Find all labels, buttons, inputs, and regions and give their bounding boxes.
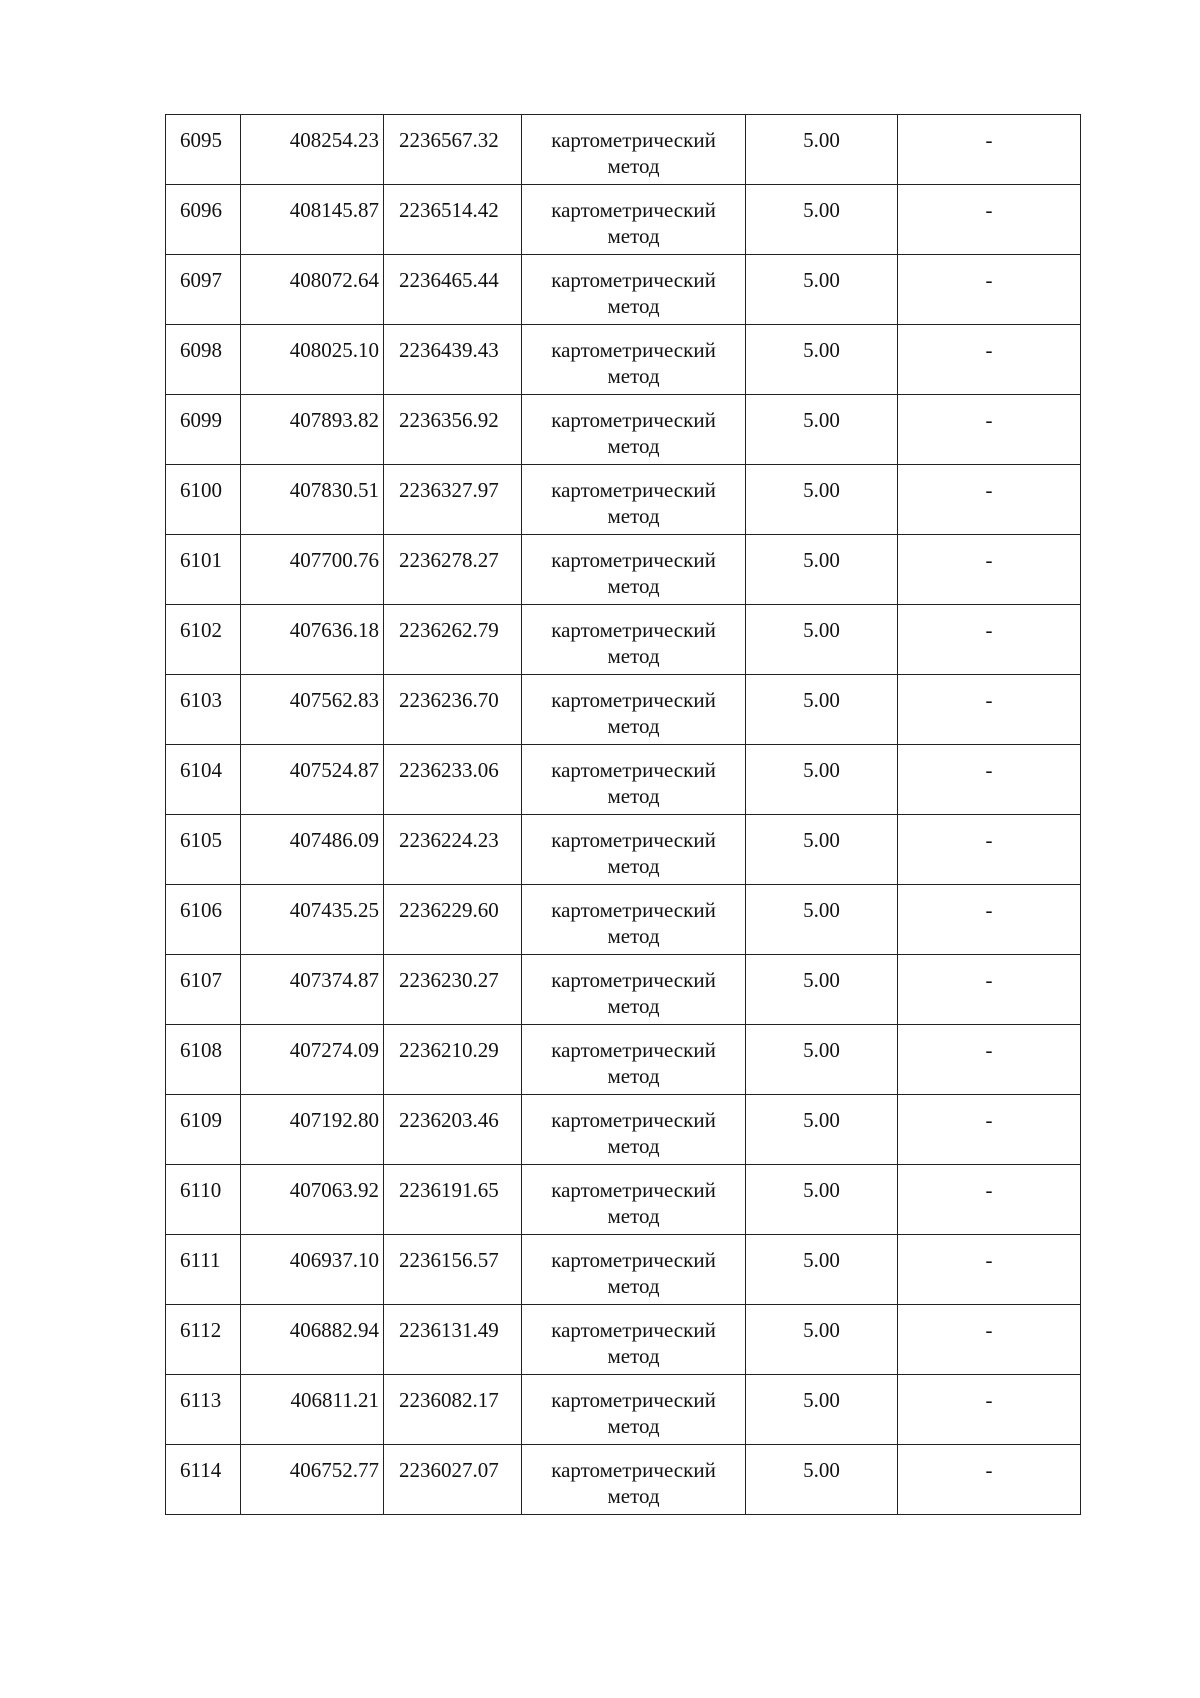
method-line-2: метод — [607, 1064, 660, 1088]
description-cell: - — [898, 1165, 1081, 1235]
method-line-2: метод — [607, 1274, 660, 1298]
method-cell — [522, 1025, 746, 1095]
accuracy-cell: 5.00 — [746, 745, 898, 815]
y-coordinate-cell: 2236327.97 — [384, 465, 522, 535]
table-row — [166, 1305, 1081, 1375]
method-cell — [522, 1445, 746, 1515]
y-coordinate-cell: 2236210.29 — [384, 1025, 522, 1095]
table-row — [166, 185, 1081, 255]
method-cell — [522, 255, 746, 325]
coordinates-table-body — [166, 115, 1081, 1515]
y-coordinate-cell: 2236224.23 — [384, 815, 522, 885]
point-number-cell: 6098 — [166, 325, 241, 395]
point-number-cell: 6104 — [166, 745, 241, 815]
method-line-1: картометрический — [551, 1248, 716, 1272]
method-cell — [522, 605, 746, 675]
table-row — [166, 1025, 1081, 1095]
x-coordinate-cell: 407486.09 — [241, 815, 384, 885]
accuracy-cell: 5.00 — [746, 955, 898, 1025]
method-line-2: метод — [607, 224, 660, 248]
table-row — [166, 815, 1081, 885]
point-number-cell: 6095 — [166, 115, 241, 185]
method-line-2: метод — [607, 574, 660, 598]
y-coordinate-cell: 2236229.60 — [384, 885, 522, 955]
point-number-cell: 6096 — [166, 185, 241, 255]
x-coordinate-cell: 407374.87 — [241, 955, 384, 1025]
table-row — [166, 115, 1081, 185]
description-cell: - — [898, 675, 1081, 745]
method-line-2: метод — [607, 364, 660, 388]
method-line-2: метод — [607, 994, 660, 1018]
y-coordinate-cell: 2236027.07 — [384, 1445, 522, 1515]
point-number-cell: 6103 — [166, 675, 241, 745]
description-cell: - — [898, 535, 1081, 605]
point-number-cell: 6111 — [166, 1235, 241, 1305]
table-row — [166, 885, 1081, 955]
method-line-2: метод — [607, 714, 660, 738]
method-line-1: картометрический — [551, 1178, 716, 1202]
description-cell: - — [898, 115, 1081, 185]
description-cell: - — [898, 1095, 1081, 1165]
point-number-cell: 6102 — [166, 605, 241, 675]
method-line-1: картометрический — [551, 1388, 716, 1412]
method-line-1: картометрический — [551, 898, 716, 922]
method-line-1: картометрический — [551, 968, 716, 992]
method-line-2: метод — [607, 434, 660, 458]
method-line-1: картометрический — [551, 688, 716, 712]
method-cell — [522, 535, 746, 605]
method-line-1: картометрический — [551, 128, 716, 152]
y-coordinate-cell: 2236236.70 — [384, 675, 522, 745]
description-cell: - — [898, 465, 1081, 535]
point-number-cell: 6100 — [166, 465, 241, 535]
table-row — [166, 955, 1081, 1025]
x-coordinate-cell: 407524.87 — [241, 745, 384, 815]
method-line-2: метод — [607, 1484, 660, 1508]
point-number-cell: 6105 — [166, 815, 241, 885]
table-row — [166, 1095, 1081, 1165]
method-line-2: метод — [607, 154, 660, 178]
accuracy-cell: 5.00 — [746, 675, 898, 745]
x-coordinate-cell: 407562.83 — [241, 675, 384, 745]
point-number-cell: 6114 — [166, 1445, 241, 1515]
table-row — [166, 465, 1081, 535]
table-row — [166, 395, 1081, 465]
accuracy-cell: 5.00 — [746, 885, 898, 955]
y-coordinate-cell: 2236439.43 — [384, 325, 522, 395]
y-coordinate-cell: 2236230.27 — [384, 955, 522, 1025]
table-row — [166, 535, 1081, 605]
x-coordinate-cell: 406811.21 — [241, 1375, 384, 1445]
y-coordinate-cell: 2236567.32 — [384, 115, 522, 185]
point-number-cell: 6106 — [166, 885, 241, 955]
method-line-1: картометрический — [551, 1038, 716, 1062]
method-cell — [522, 1235, 746, 1305]
method-line-1: картометрический — [551, 338, 716, 362]
point-number-cell: 6099 — [166, 395, 241, 465]
y-coordinate-cell: 2236156.57 — [384, 1235, 522, 1305]
x-coordinate-cell: 408025.10 — [241, 325, 384, 395]
method-line-2: метод — [607, 1134, 660, 1158]
method-cell — [522, 465, 746, 535]
accuracy-cell: 5.00 — [746, 1235, 898, 1305]
description-cell: - — [898, 255, 1081, 325]
description-cell: - — [898, 1235, 1081, 1305]
point-number-cell: 6108 — [166, 1025, 241, 1095]
accuracy-cell: 5.00 — [746, 115, 898, 185]
method-line-2: метод — [607, 504, 660, 528]
point-number-cell: 6101 — [166, 535, 241, 605]
y-coordinate-cell: 2236465.44 — [384, 255, 522, 325]
x-coordinate-cell: 406882.94 — [241, 1305, 384, 1375]
y-coordinate-cell: 2236233.06 — [384, 745, 522, 815]
y-coordinate-cell: 2236356.92 — [384, 395, 522, 465]
method-line-2: метод — [607, 294, 660, 318]
point-number-cell: 6107 — [166, 955, 241, 1025]
method-line-2: метод — [607, 854, 660, 878]
x-coordinate-cell: 406752.77 — [241, 1445, 384, 1515]
y-coordinate-cell: 2236082.17 — [384, 1375, 522, 1445]
point-number-cell: 6112 — [166, 1305, 241, 1375]
method-cell — [522, 395, 746, 465]
y-coordinate-cell: 2236514.42 — [384, 185, 522, 255]
table-row — [166, 1235, 1081, 1305]
x-coordinate-cell: 408254.23 — [241, 115, 384, 185]
y-coordinate-cell: 2236191.65 — [384, 1165, 522, 1235]
method-line-1: картометрический — [551, 408, 716, 432]
accuracy-cell: 5.00 — [746, 325, 898, 395]
method-line-2: метод — [607, 1204, 660, 1228]
table-row — [166, 1165, 1081, 1235]
method-cell — [522, 1165, 746, 1235]
method-cell — [522, 325, 746, 395]
x-coordinate-cell: 408145.87 — [241, 185, 384, 255]
method-line-1: картометрический — [551, 478, 716, 502]
description-cell: - — [898, 815, 1081, 885]
table-row — [166, 1445, 1081, 1515]
x-coordinate-cell: 407636.18 — [241, 605, 384, 675]
method-line-2: метод — [607, 644, 660, 668]
accuracy-cell: 5.00 — [746, 1445, 898, 1515]
x-coordinate-cell: 407435.25 — [241, 885, 384, 955]
accuracy-cell: 5.00 — [746, 395, 898, 465]
x-coordinate-cell: 407063.92 — [241, 1165, 384, 1235]
description-cell: - — [898, 885, 1081, 955]
x-coordinate-cell: 406937.10 — [241, 1235, 384, 1305]
description-cell: - — [898, 1445, 1081, 1515]
table-row — [166, 1375, 1081, 1445]
accuracy-cell: 5.00 — [746, 1025, 898, 1095]
method-cell — [522, 675, 746, 745]
accuracy-cell: 5.00 — [746, 185, 898, 255]
accuracy-cell: 5.00 — [746, 1095, 898, 1165]
method-line-2: метод — [607, 1414, 660, 1438]
point-number-cell: 6097 — [166, 255, 241, 325]
accuracy-cell: 5.00 — [746, 465, 898, 535]
method-cell — [522, 185, 746, 255]
x-coordinate-cell: 407830.51 — [241, 465, 384, 535]
accuracy-cell: 5.00 — [746, 605, 898, 675]
description-cell: - — [898, 395, 1081, 465]
table-row — [166, 325, 1081, 395]
x-coordinate-cell: 408072.64 — [241, 255, 384, 325]
point-number-cell: 6109 — [166, 1095, 241, 1165]
accuracy-cell: 5.00 — [746, 1165, 898, 1235]
coordinates-table — [165, 114, 1081, 1515]
y-coordinate-cell: 2236278.27 — [384, 535, 522, 605]
table-row — [166, 745, 1081, 815]
table-row — [166, 675, 1081, 745]
method-line-1: картометрический — [551, 198, 716, 222]
x-coordinate-cell: 407893.82 — [241, 395, 384, 465]
accuracy-cell: 5.00 — [746, 255, 898, 325]
description-cell: - — [898, 1305, 1081, 1375]
method-line-1: картометрический — [551, 1458, 716, 1482]
method-line-1: картометрический — [551, 758, 716, 782]
method-line-2: метод — [607, 924, 660, 948]
method-cell — [522, 885, 746, 955]
description-cell: - — [898, 325, 1081, 395]
method-line-1: картометрический — [551, 828, 716, 852]
description-cell: - — [898, 955, 1081, 1025]
method-cell — [522, 1095, 746, 1165]
y-coordinate-cell: 2236262.79 — [384, 605, 522, 675]
method-line-1: картометрический — [551, 268, 716, 292]
description-cell: - — [898, 745, 1081, 815]
method-cell — [522, 815, 746, 885]
description-cell: - — [898, 1375, 1081, 1445]
description-cell: - — [898, 1025, 1081, 1095]
method-cell — [522, 745, 746, 815]
table-row — [166, 605, 1081, 675]
accuracy-cell: 5.00 — [746, 815, 898, 885]
accuracy-cell: 5.00 — [746, 1305, 898, 1375]
table-row — [166, 255, 1081, 325]
description-cell: - — [898, 185, 1081, 255]
x-coordinate-cell: 407700.76 — [241, 535, 384, 605]
point-number-cell: 6113 — [166, 1375, 241, 1445]
method-line-1: картометрический — [551, 1318, 716, 1342]
method-line-1: картометрический — [551, 1108, 716, 1132]
method-line-2: метод — [607, 1344, 660, 1368]
method-line-2: метод — [607, 784, 660, 808]
point-number-cell: 6110 — [166, 1165, 241, 1235]
y-coordinate-cell: 2236203.46 — [384, 1095, 522, 1165]
y-coordinate-cell: 2236131.49 — [384, 1305, 522, 1375]
method-cell — [522, 1305, 746, 1375]
x-coordinate-cell: 407274.09 — [241, 1025, 384, 1095]
accuracy-cell: 5.00 — [746, 1375, 898, 1445]
description-cell: - — [898, 605, 1081, 675]
method-cell — [522, 115, 746, 185]
accuracy-cell: 5.00 — [746, 535, 898, 605]
method-line-1: картометрический — [551, 548, 716, 572]
method-cell — [522, 1375, 746, 1445]
method-cell — [522, 955, 746, 1025]
x-coordinate-cell: 407192.80 — [241, 1095, 384, 1165]
method-line-1: картометрический — [551, 618, 716, 642]
